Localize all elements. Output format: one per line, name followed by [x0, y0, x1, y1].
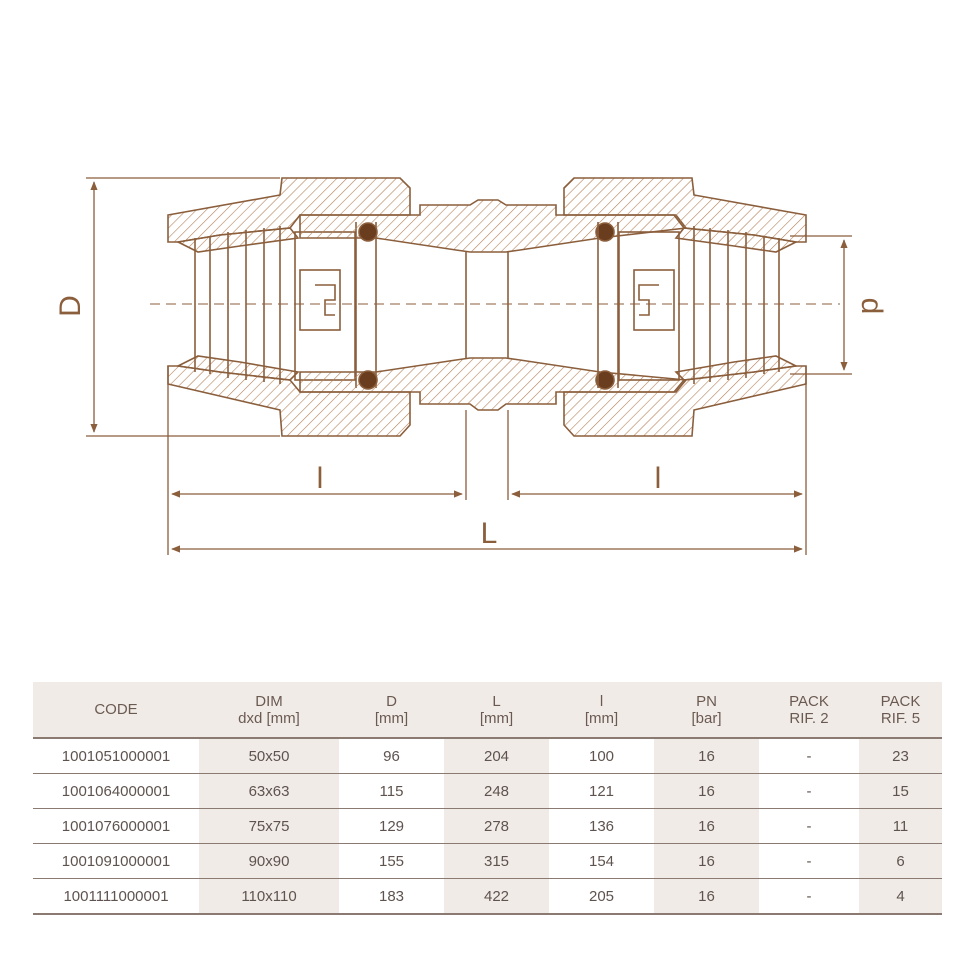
cell-l: 100: [588, 747, 615, 765]
cell-code: 1001111000001: [63, 887, 169, 905]
cell-code: 1001076000001: [61, 817, 171, 835]
specification-table: [33, 682, 942, 915]
cell-pack-rif2: -: [806, 747, 812, 765]
cell-pack-rif2: -: [806, 817, 812, 835]
cell-D: 129: [378, 817, 405, 835]
cell-L: 422: [444, 879, 549, 915]
header-dim: DIM dxd [mm]: [199, 682, 339, 738]
cell-pn: 16: [654, 844, 759, 879]
table-row: [33, 738, 942, 774]
cell-D: 155: [378, 852, 405, 870]
dim-label-D: D: [54, 295, 87, 317]
header-pack-rif2: PACK RIF. 2: [759, 682, 859, 738]
cell-pack-rif5: 6: [859, 844, 942, 879]
table-row: [33, 844, 942, 879]
cell-D: 183: [378, 887, 405, 905]
dim-label-L: L: [480, 517, 498, 550]
dim-label-d: d: [855, 297, 888, 315]
cell-dim: 110x110: [199, 879, 339, 915]
header-D: D [mm]: [339, 682, 444, 738]
cell-dim: 90x90: [199, 844, 339, 879]
header-pn: PN [bar]: [654, 682, 759, 738]
table-row: [33, 809, 942, 844]
cell-l: 154: [588, 852, 615, 870]
cell-pack-rif5: 23: [859, 738, 942, 774]
cell-code: 1001064000001: [61, 782, 171, 800]
header-pack-rif5: PACK RIF. 5: [859, 682, 942, 738]
cell-dim: 63x63: [199, 774, 339, 809]
cell-code: 1001051000001: [61, 747, 171, 765]
cell-L: 204: [444, 738, 549, 774]
cell-D: 115: [379, 782, 404, 800]
table-header-row: [33, 682, 942, 738]
cell-pack-rif2: -: [806, 887, 812, 905]
table-row: [33, 774, 942, 809]
cell-L: 315: [444, 844, 549, 879]
cell-l: 205: [588, 887, 615, 905]
cell-pn: 16: [654, 879, 759, 915]
cell-pack-rif2: -: [806, 852, 812, 870]
cell-L: 278: [444, 809, 549, 844]
cell-pn: 16: [654, 738, 759, 774]
cell-pack-rif2: -: [806, 782, 812, 800]
dim-label-l-left: l: [316, 462, 324, 495]
header-L: L [mm]: [444, 682, 549, 738]
cell-pn: 16: [654, 774, 759, 809]
cell-pack-rif5: 11: [859, 809, 942, 844]
cell-l: 136: [588, 817, 615, 835]
dim-label-l-right: l: [654, 462, 662, 495]
cell-pack-rif5: 4: [859, 879, 942, 915]
cell-D: 96: [383, 747, 400, 765]
header-l: l [mm]: [549, 682, 654, 738]
cell-dim: 50x50: [199, 738, 339, 774]
cell-pn: 16: [654, 809, 759, 844]
cell-dim: 75x75: [199, 809, 339, 844]
cell-code: 1001091000001: [61, 852, 171, 870]
cell-l: 121: [588, 782, 615, 800]
cell-L: 248: [444, 774, 549, 809]
cell-pack-rif5: 15: [859, 774, 942, 809]
table-row: [33, 879, 942, 915]
header-code: CODE: [33, 682, 199, 738]
